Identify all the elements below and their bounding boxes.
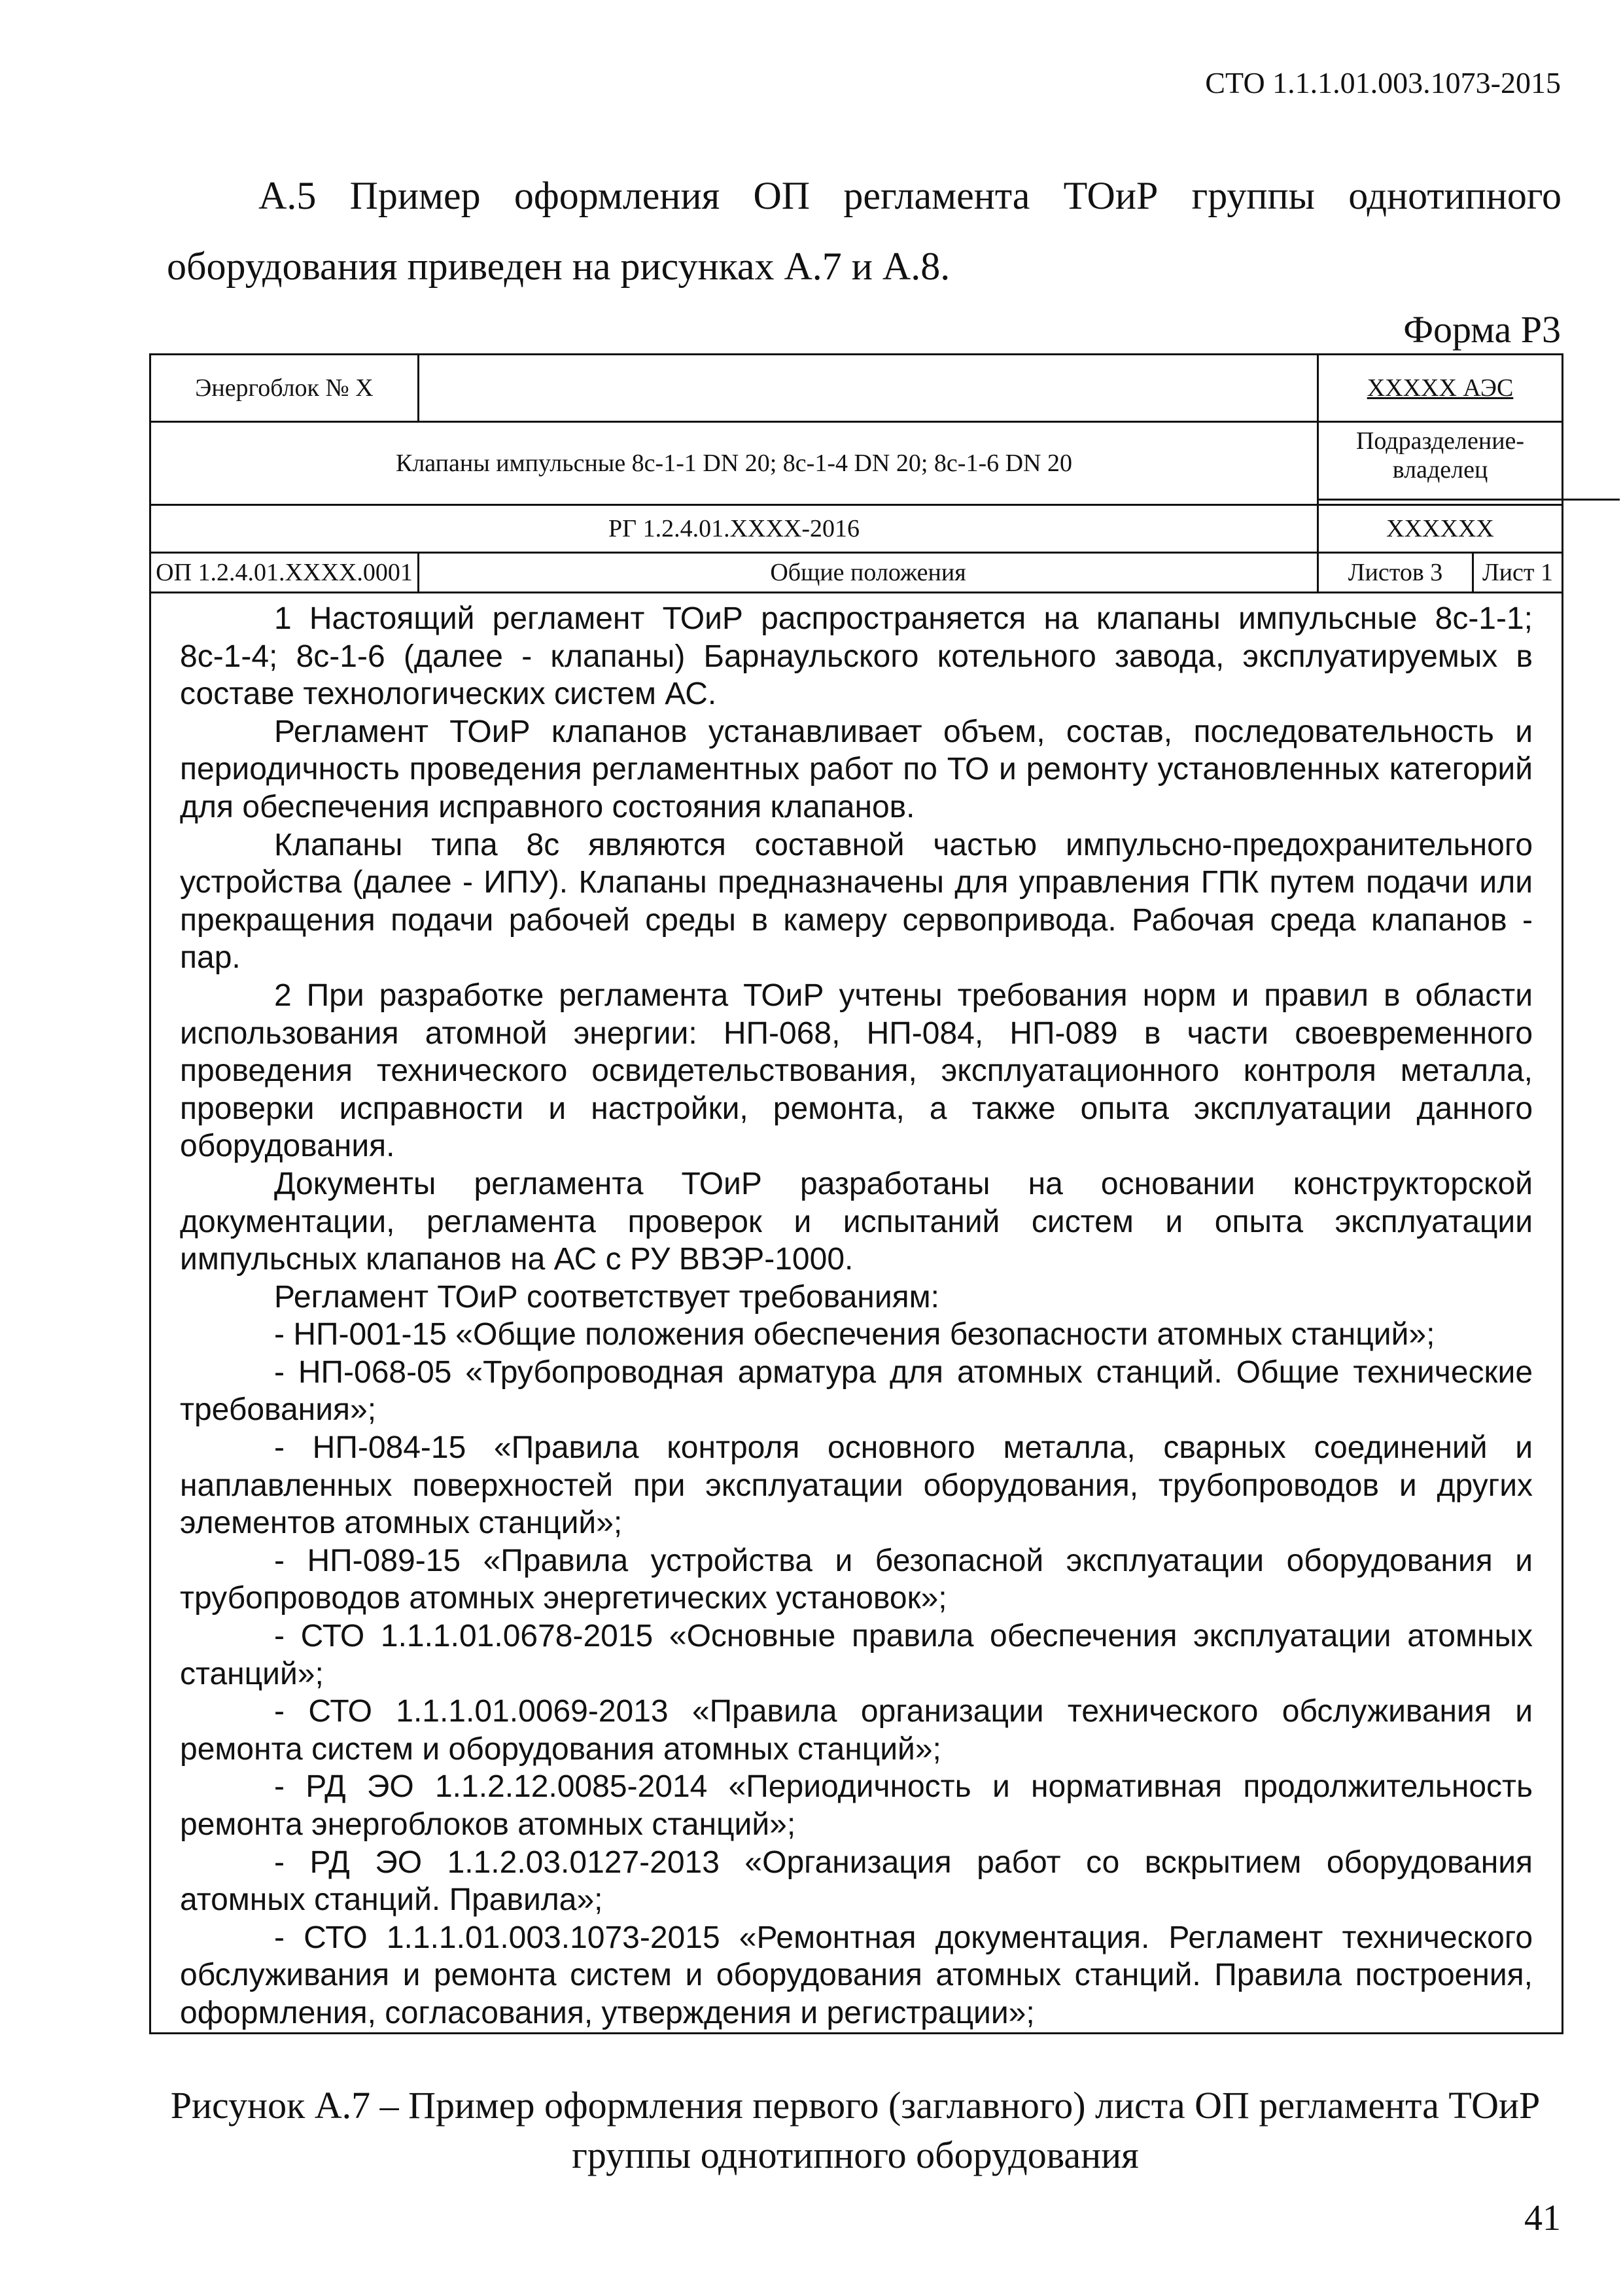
form-label: Форма Р3	[1403, 308, 1561, 351]
section-cell: Общие положения	[419, 553, 1318, 593]
form-table	[149, 353, 1563, 2034]
requirement-item: - НП-084-15 «Правила контроля основного металла, сварных соединений и наплавленных поверхностей при эксплуатации оборудования, трубопроводов и других элементов атомных станций»;	[180, 1430, 1533, 1541]
plant-name: ХХХХХ АЭС	[1367, 374, 1514, 402]
equipment-cell: Клапаны импульсные 8с-1-1 DN 20; 8с-1-4 DN 20; 8с-1-6 DN 20	[150, 422, 1318, 505]
sheet-cell: Лист 1	[1473, 553, 1563, 593]
requirement-item: - СТО 1.1.1.01.003.1073-2015 «Ремонтная документация. Регламент технического обслуживания и ремонта систем и оборудования атомных станций. Правила построения, оформления, согласования, утверждения и регистрации»;	[180, 1920, 1533, 2030]
sheets-cell: Листов 3	[1318, 553, 1473, 593]
figure-caption: Рисунок А.7 – Пример оформления первого (заглавного) листа ОП регламента ТОиР группы однотипного оборудования	[170, 2084, 1541, 2176]
plant-cell	[1318, 355, 1563, 422]
intro-paragraph: А.5 Пример оформления ОП регламента ТОиР группы однотипного оборудования приведен на рисунках А.7 и А.8.	[167, 174, 1562, 288]
body-paragraph: Документы регламента ТОиР разработаны на основании конструкторской документации, регламента проверок и испытаний систем и опыта эксплуатации импульсных клапанов на АС с РУ ВВЭР-1000.	[180, 1166, 1533, 1277]
owner-signature-line	[1319, 489, 1620, 501]
body-paragraph: Клапаны типа 8с являются составной частью импульсно-предохранительного устройства (далее - ИПУ). Клапаны предназначены для управления ГПК путем подачи или прекращения подачи рабочей среды в камеру сервопривода. Рабочая среда клапанов - пар.	[180, 827, 1533, 976]
requirement-item: - НП-001-15 «Общие положения обеспечения безопасности атомных станций»;	[274, 1317, 1435, 1352]
body-paragraph: Регламент ТОиР клапанов устанавливает объем, состав, последовательность и периодичность проведения регламентных работ по ТО и ремонту установленных категорий для обеспечения исправного состояния клапанов.	[180, 714, 1533, 824]
requirement-item: - СТО 1.1.1.01.0069-2013 «Правила организации технического обслуживания и ремонта систем и оборудования атомных станций»;	[180, 1694, 1533, 1767]
empty-title-cell	[419, 355, 1318, 422]
unit-cell: Энергоблок № Х	[150, 355, 419, 422]
requirement-item: - НП-089-15 «Правила устройства и безопасной эксплуатации оборудования и трубопроводов атомных энергетических установок»;	[180, 1543, 1533, 1616]
regulation-cell: РГ 1.2.4.01.ХХХХ-2016	[150, 505, 1318, 553]
page-number: 41	[1524, 2198, 1561, 2238]
owner-label: Подразделение-владелец	[1355, 427, 1525, 484]
document-code: СТО 1.1.1.01.003.1073-2015	[1205, 66, 1561, 99]
requirement-item: - РД ЭО 1.1.2.03.0127-2013 «Организация работ со вскрытием оборудования атомных станций. Правила»;	[180, 1845, 1533, 1918]
requirement-item: - РД ЭО 1.1.2.12.0085-2014 «Периодичность и нормативная продолжительность ремонта энергоблоков атомных станций»;	[180, 1769, 1533, 1842]
body-paragraph: 2 При разработке регламента ТОиР учтены требования норм и правил в области использования атомной энергии: НП-068, НП-084, НП-089 в части своевременного проведения технического освидетельствования, эксплуатационного контроля металла, проверки исправности и настройки, ремонта, а также опыта эксплуатации данного оборудования.	[180, 978, 1533, 1164]
op-code-cell: ОП 1.2.4.01.ХХХХ.0001	[150, 553, 419, 593]
code-cell: ХХХХХХ	[1318, 505, 1563, 553]
requirement-item: - НП-068-05 «Трубопроводная арматура для атомных станций. Общие технические требования»;	[180, 1354, 1533, 1428]
owner-cell	[1318, 422, 1563, 505]
requirement-item: - СТО 1.1.1.01.0678-2015 «Основные правила обеспечения эксплуатации атомных станций»;	[180, 1619, 1533, 1691]
body-cell	[150, 593, 1563, 2034]
body-paragraph: 1 Настоящий регламент ТОиР распространяется на клапаны импульсные 8с-1-1; 8с-1-4; 8с-1-6 (далее - клапаны) Барнаульского котельного завода, эксплуатируемых в составе технологических систем АС.	[180, 601, 1533, 712]
body-paragraph: Регламент ТОиР соответствует требованиям:	[274, 1279, 939, 1315]
